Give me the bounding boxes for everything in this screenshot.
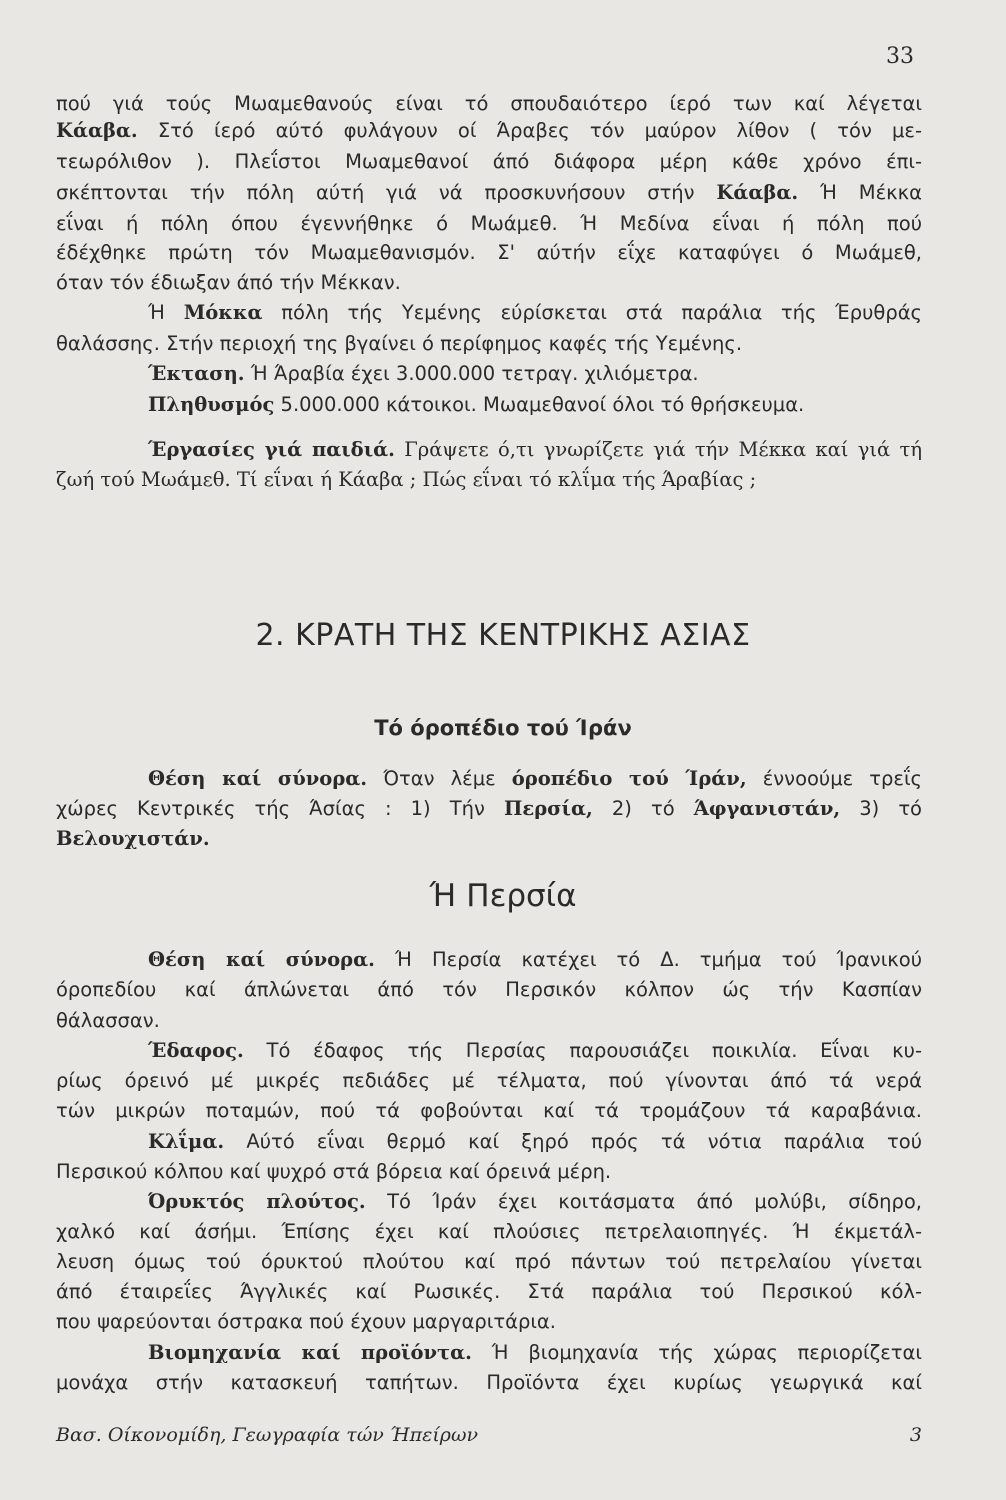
term-position: Θέση καί σύνορα.: [148, 948, 375, 971]
text-line: Κάαβα. Στό ίερό αύτό φυλάγουν οί Άραβες τόν μαύρον λίθον ( τόν με-: [56, 119, 922, 142]
text-line: τών μικρών ποταμών, πού τά φοβούνται καί τά τρομάζουν τά καραβάνια.: [56, 1099, 922, 1122]
subsection-title: Τό όροπέδιο τού Ίράν: [374, 716, 632, 740]
term-mokka: Μόκκα: [183, 301, 263, 324]
section-title: 2. ΚΡΑΤΗ ΤΗΣ ΚΕΝΤΡΙΚΗΣ ΑΣΙΑΣ: [255, 618, 751, 653]
text-line: Κλΐμα. Αύτό εΐναι θερμό καί ξηρό πρός τά νότια παράλια τού: [148, 1130, 922, 1153]
term-minerals: Όρυκτός πλούτος.: [148, 1190, 366, 1213]
term-position: Θέση καί σύνορα.: [148, 767, 368, 790]
text-line: εΐναι ή πόλη όπου έγεννήθηκε ό Μωάμεθ. Ή Μεδίνα εΐναι ή πόλη πού: [56, 212, 922, 235]
term-exercises: Έργασίες γιά παιδιά.: [148, 438, 395, 461]
term-area: Έκταση.: [148, 362, 245, 385]
signature-mark: 3: [909, 1424, 922, 1446]
text-line: χώρες Κεντρικές τής Άσίας : 1) Τήν Περσία, 2) τό Άφγανιστάν, 3) τό: [56, 797, 922, 820]
text-line: Έδαφος. Τό έδαφος τής Περσίας παρουσιάζει ποικιλία. Εΐναι κυ-: [148, 1039, 922, 1062]
text-line: Βελουχιστάν.: [56, 827, 210, 850]
text-line: που ψαρεύονται όστρακα πού έχουν μαργαριτάρια.: [56, 1310, 556, 1333]
text-line: Έκταση. Ή Άραβία έχει 3.000.000 τετραγ. χιλιόμετρα.: [148, 362, 699, 385]
text-line: Όρυκτός πλούτος. Τό Ίράν έχει κοιτάσματα άπό μολύβι, σίδηρο,: [148, 1190, 922, 1213]
footer-signature: Βασ. Οίκονομίδη, Γεωγραφία τών Ήπείρων: [56, 1424, 478, 1446]
text-line: θάλασσαν.: [56, 1009, 160, 1032]
page-number: 33: [886, 44, 914, 69]
text-line: λευση όμως τού όρυκτού πλούτου καί πρό πάντων τού πετρελαίου γίνεται: [56, 1250, 922, 1273]
text-line: Θέση καί σύνορα. Όταν λέμε όροπέδιο τού Ίράν, έννοούμε τρεΐς: [148, 767, 922, 790]
term-kaaba: Κάαβα.: [56, 119, 138, 142]
text-line: τεωρόλιθον ). Πλεΐστοι Μωαμεθανοί άπό διάφορα μέρη κάθε χρόνο έπι-: [56, 150, 922, 173]
text-line: Ή Μόκκα πόλη τής Υεμένης εύρίσκεται στά παράλια τής Έρυθράς: [148, 301, 922, 324]
text-line: πού γιά τούς Μωαμεθανούς είναι τό σπουδαιότερο ίερό των καί λέγεται: [56, 92, 922, 115]
text-line: μονάχα στήν κατασκευή ταπήτων. Προϊόντα έχει κυρίως γεωργικά καί: [56, 1371, 922, 1394]
term-industry: Βιομηχανία καί προϊόντα.: [148, 1341, 472, 1364]
text-line: ρίως όρεινό μέ μικρές πεδιάδες μέ τέλματα, πού γίνονται άπό τά νερά: [56, 1069, 922, 1092]
text-line: όταν τόν έδιωξαν άπό τήν Μέκκαν.: [56, 271, 401, 294]
term-population: Πληθυσμός: [148, 393, 275, 416]
term-climate: Κλΐμα.: [148, 1130, 225, 1153]
text-line: έδέχθηκε πρώτη τόν Μωαμεθανισμόν. Σ' αύτήν εΐχε καταφύγει ό Μωάμεθ,: [56, 241, 922, 264]
text-line: θαλάσσης. Στήν περιοχή της βγαίνει ό περίφημος καφές τής Υεμένης.: [56, 332, 743, 355]
text-line: όροπεδίου καί άπλώνεται άπό τόν Περσικόν κόλπον ώς τήν Κασπίαν: [56, 978, 922, 1001]
text-line: ζωή τού Μωάμεθ. Τί εΐναι ή Κάαβα ; Πώς εΐναι τό κλΐμα τής Άραβίας ;: [56, 468, 757, 491]
persia-title: Ή Περσία: [429, 878, 577, 914]
text-line: άπό έταιρεΐες Άγγλικές καί Ρωσικές. Στά παράλια τού Περσικού κόλ-: [56, 1280, 922, 1303]
text-line: χαλκό καί άσήμι. Έπίσης έχει καί πλούσιες πετρελαιοπηγές. Ή έκμετάλ-: [56, 1220, 922, 1243]
text-line: σκέπτονται τήν πόλη αύτή γιά νά προσκυνήσουν στήν Κάαβα. Ή Μέκκα: [56, 181, 922, 204]
footer: [56, 1424, 922, 1446]
text-line: Πληθυσμός 5.000.000 κάτοικοι. Μωαμεθανοί όλοι τό θρήσκευμα.: [148, 393, 805, 416]
exercise-heading: Έργασίες γιά παιδιά. Γράψετε ό,τι γνωρίζετε γιά τήν Μέκκα καί γιά τή: [148, 438, 923, 461]
text-line: Περσικού κόλπου καί ψυχρό στά βόρεια καί όρεινά μέρη.: [56, 1160, 612, 1183]
text-line: Βιομηχανία καί προϊόντα. Ή βιομηχανία τής χώρας περιορίζεται: [148, 1341, 922, 1364]
text-line: Θέση καί σύνορα. Ή Περσία κατέχει τό Δ. τμήμα τού Ίρανικού: [148, 948, 922, 971]
term-kaaba: Κάαβα.: [716, 181, 799, 204]
term-soil: Έδαφος.: [148, 1039, 244, 1062]
